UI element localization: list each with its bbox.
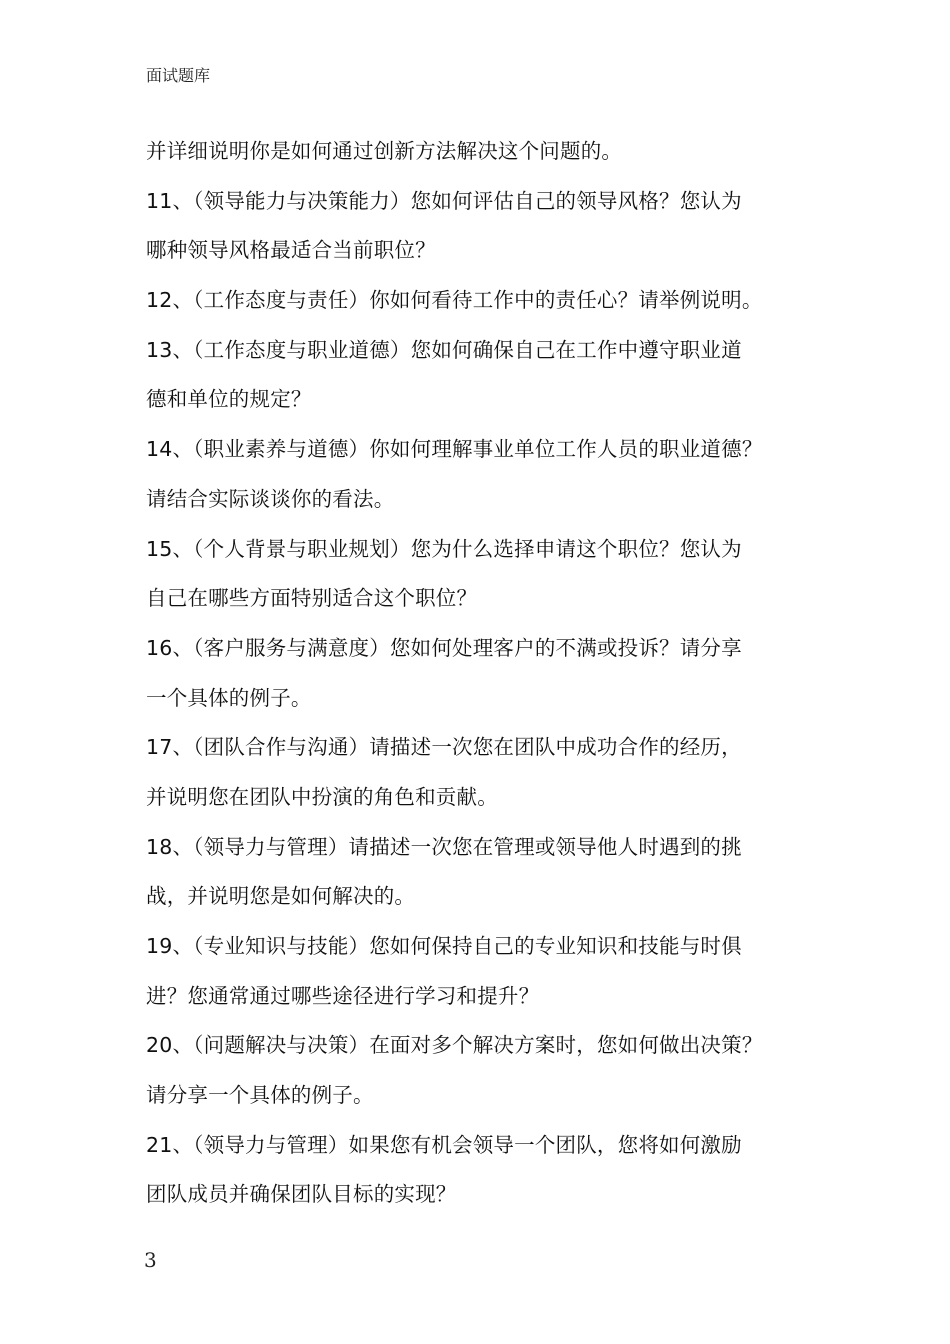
text-line: 18、（领导力与管理）请描述一次您在管理或领导他人时遇到的挑 [146,834,742,859]
page-header-title: 面试题库 [146,66,211,85]
page-number: 3 [144,1248,157,1272]
text-line: 13、（工作态度与职业道德）您如何确保自己在工作中遵守职业道 [146,337,742,362]
text-line: 团队成员并确保团队目标的实现？ [146,1182,457,1207]
text-line: 请结合实际谈谈你的看法。 [146,486,395,511]
text-line: 进？您通常通过哪些途径进行学习和提升？ [146,983,540,1008]
text-line: 哪种领导风格最适合当前职位？ [146,238,436,263]
text-line: 并说明您在团队中扮演的角色和贡献。 [146,784,498,809]
text-line: 16、（客户服务与满意度）您如何处理客户的不满或投诉？请分享 [146,635,742,660]
text-line: 20、（问题解决与决策）在面对多个解决方案时，您如何做出决策？ [146,1033,763,1058]
document-body [146,134,826,1227]
text-line: 15、（个人背景与职业规划）您为什么选择申请这个职位？您认为 [146,536,742,561]
text-line: 21、（领导力与管理）如果您有机会领导一个团队，您将如何激励 [146,1132,742,1157]
text-line: 请分享一个具体的例子。 [146,1083,374,1108]
text-line: 12、（工作态度与责任）你如何看待工作中的责任心？请举例说明。 [146,288,763,313]
text-line: 并详细说明你是如何通过创新方法解决这个问题的。 [146,139,623,163]
text-line: 战，并说明您是如何解决的。 [146,884,416,909]
text-line: 德和单位的规定？ [146,387,312,412]
text-line: 自己在哪些方面特别适合这个职位？ [146,586,478,611]
text-line: 17、（团队合作与沟通）请描述一次您在团队中成功合作的经历， [146,735,742,760]
text-line: 19、（专业知识与技能）您如何保持自己的专业知识和技能与时俱 [146,934,742,958]
text-line: 11、（领导能力与决策能力）您如何评估自己的领导风格？您认为 [146,188,742,213]
text-line: 14、（职业素养与道德）你如何理解事业单位工作人员的职业道德？ [146,437,763,462]
text-line: 一个具体的例子。 [146,685,312,710]
